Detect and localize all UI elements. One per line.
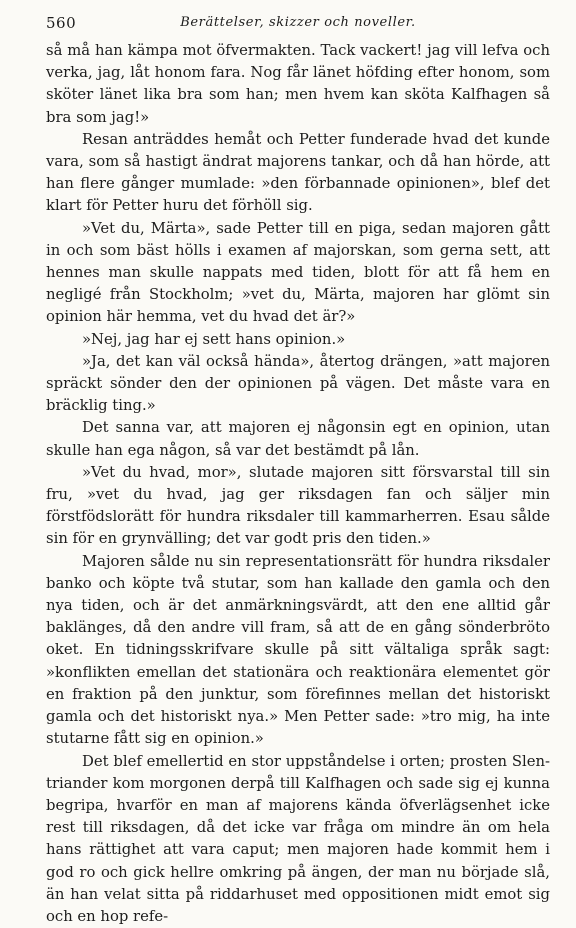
book-page: [46, 14, 550, 928]
body-text: [46, 40, 550, 928]
page-header: [46, 14, 550, 40]
paragraph: »Nej, jag har ej sett hans opinion.»: [46, 329, 550, 351]
paragraph: »Ja, det kan väl också hända», återtog drängen, »att majoren spräckt sönder den der opinionen på vägen. Det måste vara en bräcklig ting.»: [46, 351, 550, 418]
paragraph: »Vet du, Märta», sade Petter till en piga, sedan majoren gått in och som bäst hölls i examen af majorskan, som gerna sett, att hennes man skulle nappats med tiden, blott för att få hem en negligé från Stockholm; »vet du, Märta, majoren har glömt sin opinion här hemma, vet du hvad det är?»: [46, 218, 550, 329]
paragraph: »Vet du hvad, mor», slutade majoren sitt försvarstal till sin fru, »vet du hvad, jag ger riksdagen fan och säljer min förstfödslorätt för hundra riksdaler till kammarherren. Esau sålde sin för en grynvälling; det var godt pris den tiden.»: [46, 462, 550, 551]
running-head: Berättelser, skizzer och noveller.: [46, 15, 550, 30]
paragraph: Det blef emellertid en stor uppståndelse i orten; prosten Slentriander kom morgonen derpå till Kalfhagen och sade sig ej kunna begripa, hvarför en man af majorens kända öfverlägsenhet icke rest till riksdagen, då det icke var fråga om mindre än om hela hans rättighet att vara caput; men majoren hade kommit hem i god ro och gick hellre omkring på ängen, der man nu började slå, än han velat sitta på riddarhuset med oppositionen midt emot sig och en hop refe-: [46, 751, 550, 928]
paragraph: Det sanna var, att majoren ej någonsin egt en opinion, utan skulle han ega någon, så var det bestämdt på lån.: [46, 417, 550, 461]
paragraph: Majoren sålde nu sin representationsrätt för hundra riksdaler banko och köpte två stutar, som han kallade den gamla och den nya tiden, och är det anmärkningsvärdt, att den ene alltid går baklänges, då den andre vill fram, så att de en gång sönderbröto oket. En tidningsskrifvare skulle på sitt vältaliga språk sagt: »konflikten emellan det stationära och reaktionära elementet gör en fraktion på den junktur, som förefinnes mellan det historiskt gamla och det historiskt nya.» Men Petter sade: »tro mig, ha inte stutarne fått sig en opinion.»: [46, 551, 550, 751]
paragraph: så må han kämpa mot öfvermakten. Tack vackert! jag vill lefva och verka, jag, låt honom fara. Nog får länet höfding efter honom, som sköter länet lika bra som han; men hvem kan sköta Kalfhagen så bra som jag!»: [46, 40, 550, 129]
paragraph: Resan anträddes hemåt och Petter funderade hvad det kunde vara, som så hastigt ändrat majorens tankar, och då han hörde, att han flere gånger mumlade: »den förbannade opinionen», blef det klart för Petter huru det förhöll sig.: [46, 129, 550, 218]
page-number: 560: [46, 14, 76, 32]
